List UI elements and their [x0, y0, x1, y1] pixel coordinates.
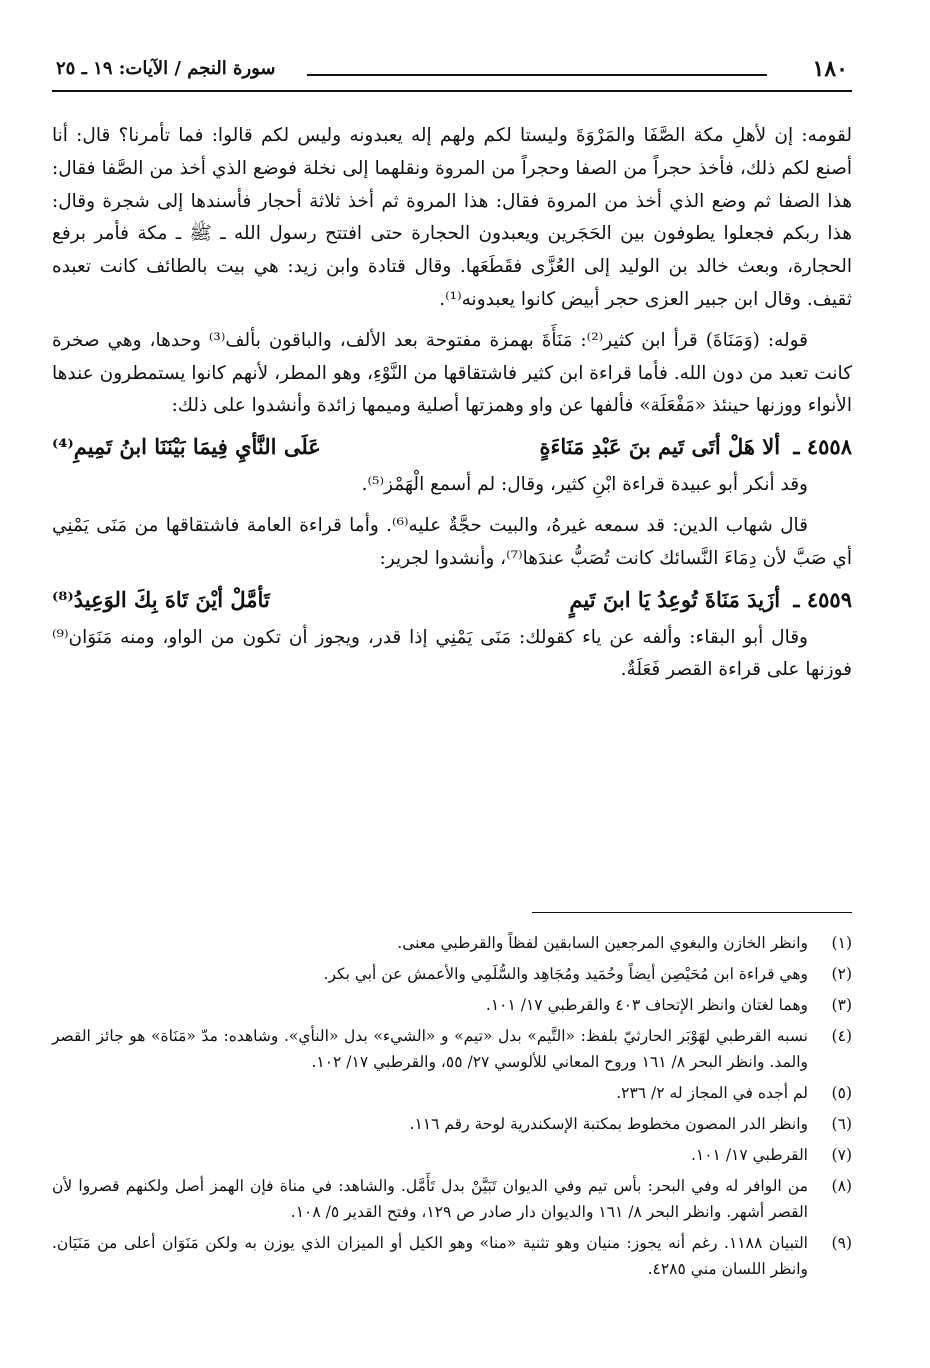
- poem-verse-4558: [52, 429, 852, 465]
- verse-hemistich-first: أزَيدَ مَنَاةَ تُوعِدُ يَا ابنَ تَيمٍ: [569, 586, 781, 612]
- footnote-number: (٦): [831, 1115, 852, 1133]
- footnotes: [52, 930, 852, 1287]
- footnote: [52, 930, 852, 956]
- verse-hemistich-second: تَأمَّلْ أيْنَ تَاهَ بِكَ الوَعِيدُ⁽⁸⁾: [52, 586, 270, 612]
- footnote: [52, 1023, 852, 1075]
- verse-number: ٤٥٥٨ ـ: [793, 434, 852, 460]
- paragraph: قال شهاب الدين: قد سمعه غيرهُ، والبيت حجَّةٌ عليه⁽⁶⁾. وأما قراءة العامة فاشتقاقها من مَنَى يَمْنِي أي صَبَّ لأن دِمَاءَ النَّسائك كانت تُصَبُّ عندَها⁽⁷⁾، وأنشدوا لجرير:: [52, 514, 852, 569]
- footnote-number: (٨): [831, 1177, 852, 1195]
- footnote: [52, 1111, 852, 1137]
- footnote: [52, 961, 852, 987]
- footnote-number: (١): [831, 934, 852, 952]
- paragraph: وقال أبو البقاء: وألفه عن ياء كقولك: مَنَى يَمْنِي إذا قدر، ويجوز أن تكون من الواو، ومنه مَنَوَان⁽⁹⁾ فوزنها على قراءة القصر فَعَلَةٌ.: [52, 626, 852, 681]
- paragraph: قوله: (وَمَنَاةَ) قرأ ابن كثير⁽²⁾: مَنَأَةَ بهمزة مفتوحة بعد الألف، والباقون بألف⁽³⁾ وحدها، وهي صخرة كانت تعبد من دون الله. فأما قراءة ابن كثير فاشتقاقها من النَّوْءِ، وهو المطر، لأنهم كانوا يستمطرون عندها الأنواء ووزنها حينئذ «مَفْعَلَة» فألفها عن واو وهمزتها أصلية وميمها زائدة وأنشدوا على ذلك:: [52, 329, 852, 417]
- header-rule: [307, 74, 767, 76]
- footnote-text: القرطبي ١٧/ ١٠١.: [690, 1146, 808, 1164]
- footnote: [52, 1080, 852, 1106]
- footnote-text: وهما لغتان وانظر الإتحاف ٤٠٣ والقرطبي ١٧/ ١٠١.: [485, 996, 808, 1014]
- footnote-text: من الوافر له وفي البحر: بأس تيم وفي الديوان تَبَيَّنْ بدل تَأَمَّل. والشاهد: في مناة فإن الهمز أصل ولكنهم قصروا لأن القصر أشهر. وانظر البحر ٨/ ١٦١ والديوان دار صادر ص ١٢٩، وفتح القدير ٥/ ١٠٨.: [52, 1177, 808, 1221]
- footnote-number: (٤): [831, 1027, 852, 1045]
- footnote: [52, 992, 852, 1018]
- page-header: [52, 56, 852, 92]
- paragraph: وقد أنكر أبو عبيدة قراءة ابْنِ كثير، وقال: لم أسمع الْهَمْز⁽⁵⁾.: [361, 474, 808, 496]
- page-number: ١٨٠: [812, 56, 848, 82]
- verse-hemistich-first: ألا هَلْ أتَى تَيم بنَ عَبْدِ مَنَاءَةٍ: [539, 434, 781, 460]
- footnote: [52, 1230, 852, 1282]
- footnote-text: التبيان ١١٨٨. رغم أنه يجوز: منيان وهو تثنية «منا» وهو الكيل أو الميزان الذي يوزن به ولكن مَنَوَان أعلى من مَنَيَان. وانظر اللسان مني ٤٢٨٥.: [52, 1234, 808, 1278]
- footnote-number: (٣): [831, 996, 852, 1014]
- footnote-number: (٢): [831, 965, 852, 983]
- footnote-text: نسبه القرطبي لهَوْبَر الحارثيّ بلفظ: «التَّيم» بدل «تيم» و «الشيء» بدل «النأي». وشاهده: مدّ «مَنَاة» هو جائز القصر والمد. وانظر البحر ٨/ ١٦١ وروح المعاني للألوسي ٢٧/ ٥٥، والقرطبي ١٧/ ١٠٢.: [52, 1027, 808, 1071]
- book-page: [52, 0, 852, 1368]
- main-text: [52, 120, 852, 687]
- footnote: [52, 1173, 852, 1225]
- footnote-text: وانظر الدر المصون مخطوط بمكتبة الإسكندرية لوحة رقم ١١٦.: [409, 1115, 808, 1133]
- footnote-number: (٧): [831, 1146, 852, 1164]
- chapter-title: سورة النجم / الآيات: ١٩ ـ ٢٥: [56, 58, 276, 79]
- footnote: [52, 1142, 852, 1168]
- footnote-text: لم أجده في المجاز له ٢/ ٢٣٦.: [616, 1084, 808, 1102]
- footnote-separator: [532, 912, 852, 913]
- footnote-text: وانظر الخازن والبغوي المرجعين السابقين لفظاً والقرطبي معنى.: [397, 934, 808, 952]
- verse-hemistich-second: عَلَى النَّأيِ فِيمَا بَيْنَنَا ابنُ تَمِيمِ⁽⁴⁾: [52, 434, 321, 460]
- verse-number: ٤٥٥٩ ـ: [793, 586, 852, 612]
- footnote-number: (٩): [831, 1234, 852, 1252]
- poem-verse-4559: [52, 582, 852, 618]
- footnote-text: وهي قراءة ابن مُحَيْصِن أيضاً وحُمَيد ومُجَاهِد والسُّلَمِي والأعمش عن أبي بكر.: [323, 965, 808, 983]
- footnote-number: (٥): [831, 1084, 852, 1102]
- paragraph: لقومه: إن لأهلِ مكة الصَّفَا والمَرْوَةَ وليستا لكم ولهم إله يعبدونه وليس لكم قالوا: فما تأمرنا؟ قال: أنا أصنع لكم ذلك، فأخذ حجراً من الصفا وحجراً من المروة ونقلهما إلى نخلة فوضع الذي أخذ من الصَّفا فقال: هذا الصفا ثم وضع الذي أخذ من المروة فقال: هذا المروة ثم أخذ ثلاثة أحجار فأسندها إلى شجرة وقال: هذا ربكم فجعلوا يطوفون بين الحَجَرين ويعبدون الحجارة حتى افتتح رسول الله ـ ﷺ ـ مكة فأمر برفع الحجارة، وبعث خالد بن الوليد إلى العُزَّى فقَطَعَها. وقال قتادة وابن زيد: هي بيت بالطائف كانت تعبده ثقيف. وقال ابن جبير العزى حجر أبيض كانوا يعبدونه⁽¹⁾.: [52, 125, 852, 310]
